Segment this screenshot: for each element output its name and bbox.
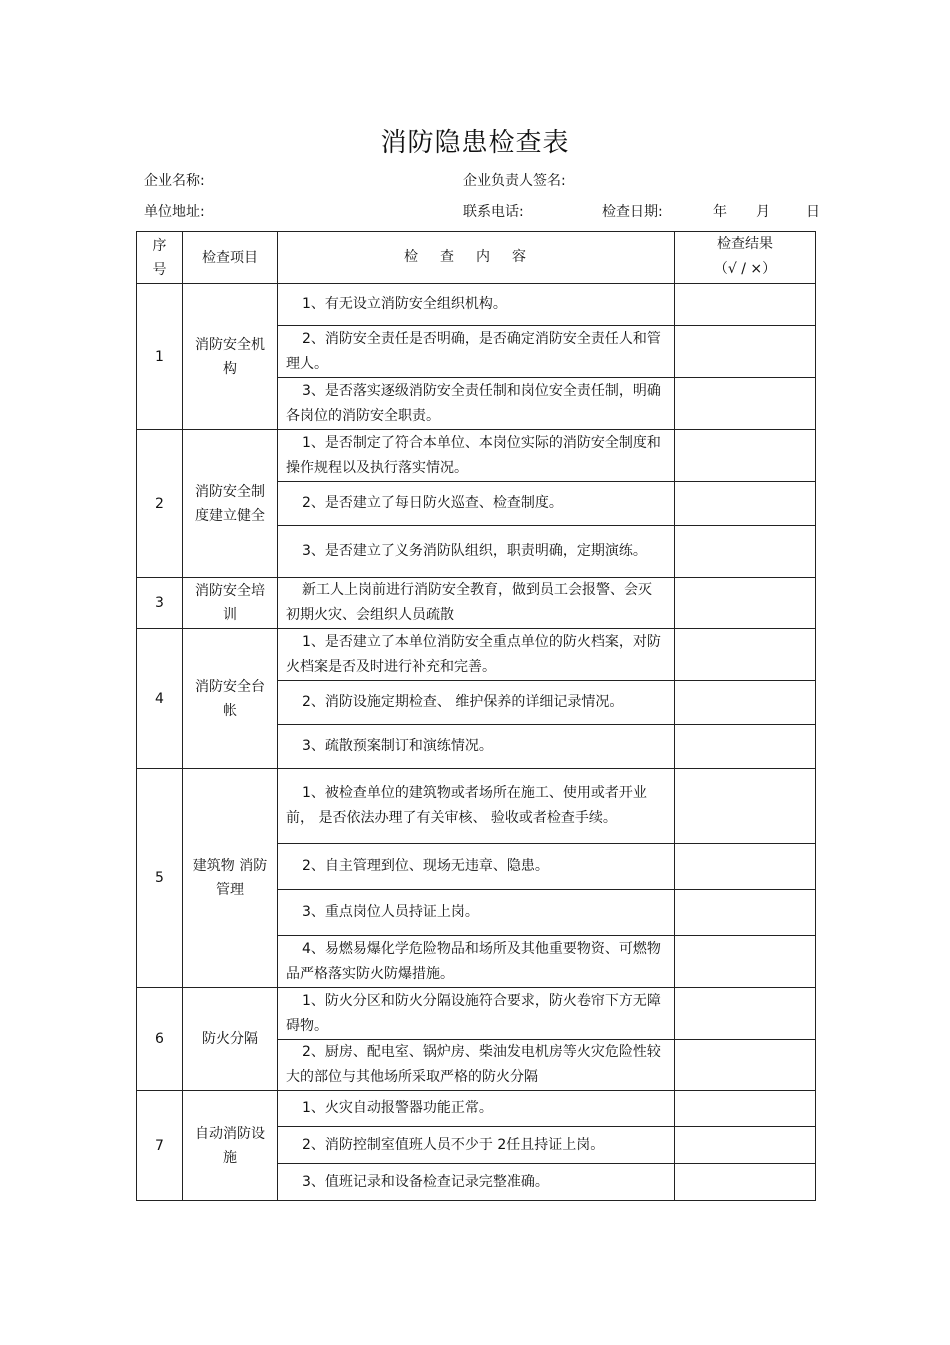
inspection-content: 2、消防控制室值班人员不少于 2任且持证上岗。 [278, 1127, 675, 1164]
inspection-content: 3、重点岗位人员持证上岗。 [278, 890, 675, 936]
header-no [137, 232, 183, 284]
row-number: 2 [137, 430, 183, 578]
inspection-content: 2、厨房、配电室、锅炉房、柴油发电机房等火灾危险性较大的部位与其他场所采取严格的防火分隔 [278, 1040, 675, 1091]
header-result-label: 检查结果 [717, 236, 773, 252]
header-result-mark: （√ / ×） [713, 261, 777, 277]
header-content: 检查内容 [278, 232, 675, 284]
result-cell[interactable] [675, 769, 816, 844]
page-title: 消防隐患检查表 [380, 128, 570, 158]
inspection-content: 1、防火分区和防火分隔设施符合要求，防火卷帘下方无障碍物。 [278, 988, 675, 1040]
inspection-content: 2、自主管理到位、现场无违章、隐患。 [278, 844, 675, 890]
row-number: 7 [137, 1091, 183, 1201]
inspection-content: 3、是否建立了义务消防队组织，职责明确，定期演练。 [278, 526, 675, 578]
inspection-content: 1、火灾自动报警器功能正常。 [278, 1091, 675, 1127]
result-cell[interactable] [675, 1091, 816, 1127]
inspection-content: 3、值班记录和设备检查记录完整准确。 [278, 1164, 675, 1201]
row-number: 5 [137, 769, 183, 988]
header-result [675, 232, 816, 284]
result-cell[interactable] [675, 482, 816, 526]
date-month: 月 [756, 204, 770, 220]
table-row [137, 284, 816, 326]
table-row [137, 1091, 816, 1127]
inspection-item: 防火分隔 [183, 988, 278, 1091]
date-label: 检查日期: [602, 204, 663, 220]
inspection-table [136, 231, 816, 1201]
result-cell[interactable] [675, 326, 816, 378]
inspection-item: 消防安全台帐 [183, 629, 278, 769]
signer-label: 企业负责人签名: [463, 173, 566, 189]
inspection-content: 1、是否建立了本单位消防安全重点单位的防火档案，对防火档案是否及时进行补充和完善。 [278, 629, 675, 681]
header-no-text: 序号 [152, 237, 167, 278]
result-cell[interactable] [675, 578, 816, 629]
row-number: 6 [137, 988, 183, 1091]
inspection-content: 3、是否落实逐级消防安全责任制和岗位安全责任制，明确各岗位的消防安全职责。 [278, 378, 675, 430]
table-row [137, 629, 816, 681]
result-cell[interactable] [675, 629, 816, 681]
result-cell[interactable] [675, 988, 816, 1040]
table-row [137, 769, 816, 844]
result-cell[interactable] [675, 725, 816, 769]
address-label: 单位地址: [144, 204, 205, 220]
result-cell[interactable] [675, 284, 816, 326]
result-cell[interactable] [675, 844, 816, 890]
inspection-content: 3、疏散预案制订和演练情况。 [278, 725, 675, 769]
row-number: 3 [137, 578, 183, 629]
result-cell[interactable] [675, 526, 816, 578]
table-row [137, 988, 816, 1040]
inspection-content: 2、是否建立了每日防火巡查、检查制度。 [278, 482, 675, 526]
company-name-label: 企业名称: [144, 173, 205, 189]
date-day: 日 [806, 204, 820, 220]
inspection-item: 消防安全培训 [183, 578, 278, 629]
table-row [137, 578, 816, 629]
date-year: 年 [713, 204, 727, 220]
result-cell[interactable] [675, 1127, 816, 1164]
header-item: 检查项目 [183, 232, 278, 284]
inspection-content: 新工人上岗前进行消防安全教育，做到员工会报警、会灭初期火灾、会组织人员疏散 [278, 578, 675, 629]
table-row [137, 430, 816, 482]
phone-label: 联系电话: [463, 204, 524, 220]
result-cell[interactable] [675, 1040, 816, 1091]
result-cell[interactable] [675, 890, 816, 936]
inspection-content: 2、消防设施定期检查、 维护保养的详细记录情况。 [278, 681, 675, 725]
inspection-content: 2、消防安全责任是否明确，是否确定消防安全责任人和管理人。 [278, 326, 675, 378]
inspection-item: 消防安全制度建立健全 [183, 430, 278, 578]
result-cell[interactable] [675, 681, 816, 725]
inspection-item: 消防安全机构 [183, 284, 278, 430]
result-cell[interactable] [675, 1164, 816, 1201]
result-cell[interactable] [675, 936, 816, 988]
inspection-item: 自动消防设施 [183, 1091, 278, 1201]
row-number: 1 [137, 284, 183, 430]
result-cell[interactable] [675, 430, 816, 482]
row-number: 4 [137, 629, 183, 769]
table-header-row [137, 232, 816, 284]
inspection-content: 1、有无设立消防安全组织机构。 [278, 284, 675, 326]
inspection-item: 建筑物 消防管理 [183, 769, 278, 988]
inspection-content: 1、是否制定了符合本单位、本岗位实际的消防安全制度和操作规程以及执行落实情况。 [278, 430, 675, 482]
inspection-content: 4、易燃易爆化学危险物品和场所及其他重要物资、可燃物品严格落实防火防爆措施。 [278, 936, 675, 988]
inspection-content: 1、被检查单位的建筑物或者场所在施工、使用或者开业前， 是否依法办理了有关审核、 验收或者检查手续。 [278, 769, 675, 844]
result-cell[interactable] [675, 378, 816, 430]
